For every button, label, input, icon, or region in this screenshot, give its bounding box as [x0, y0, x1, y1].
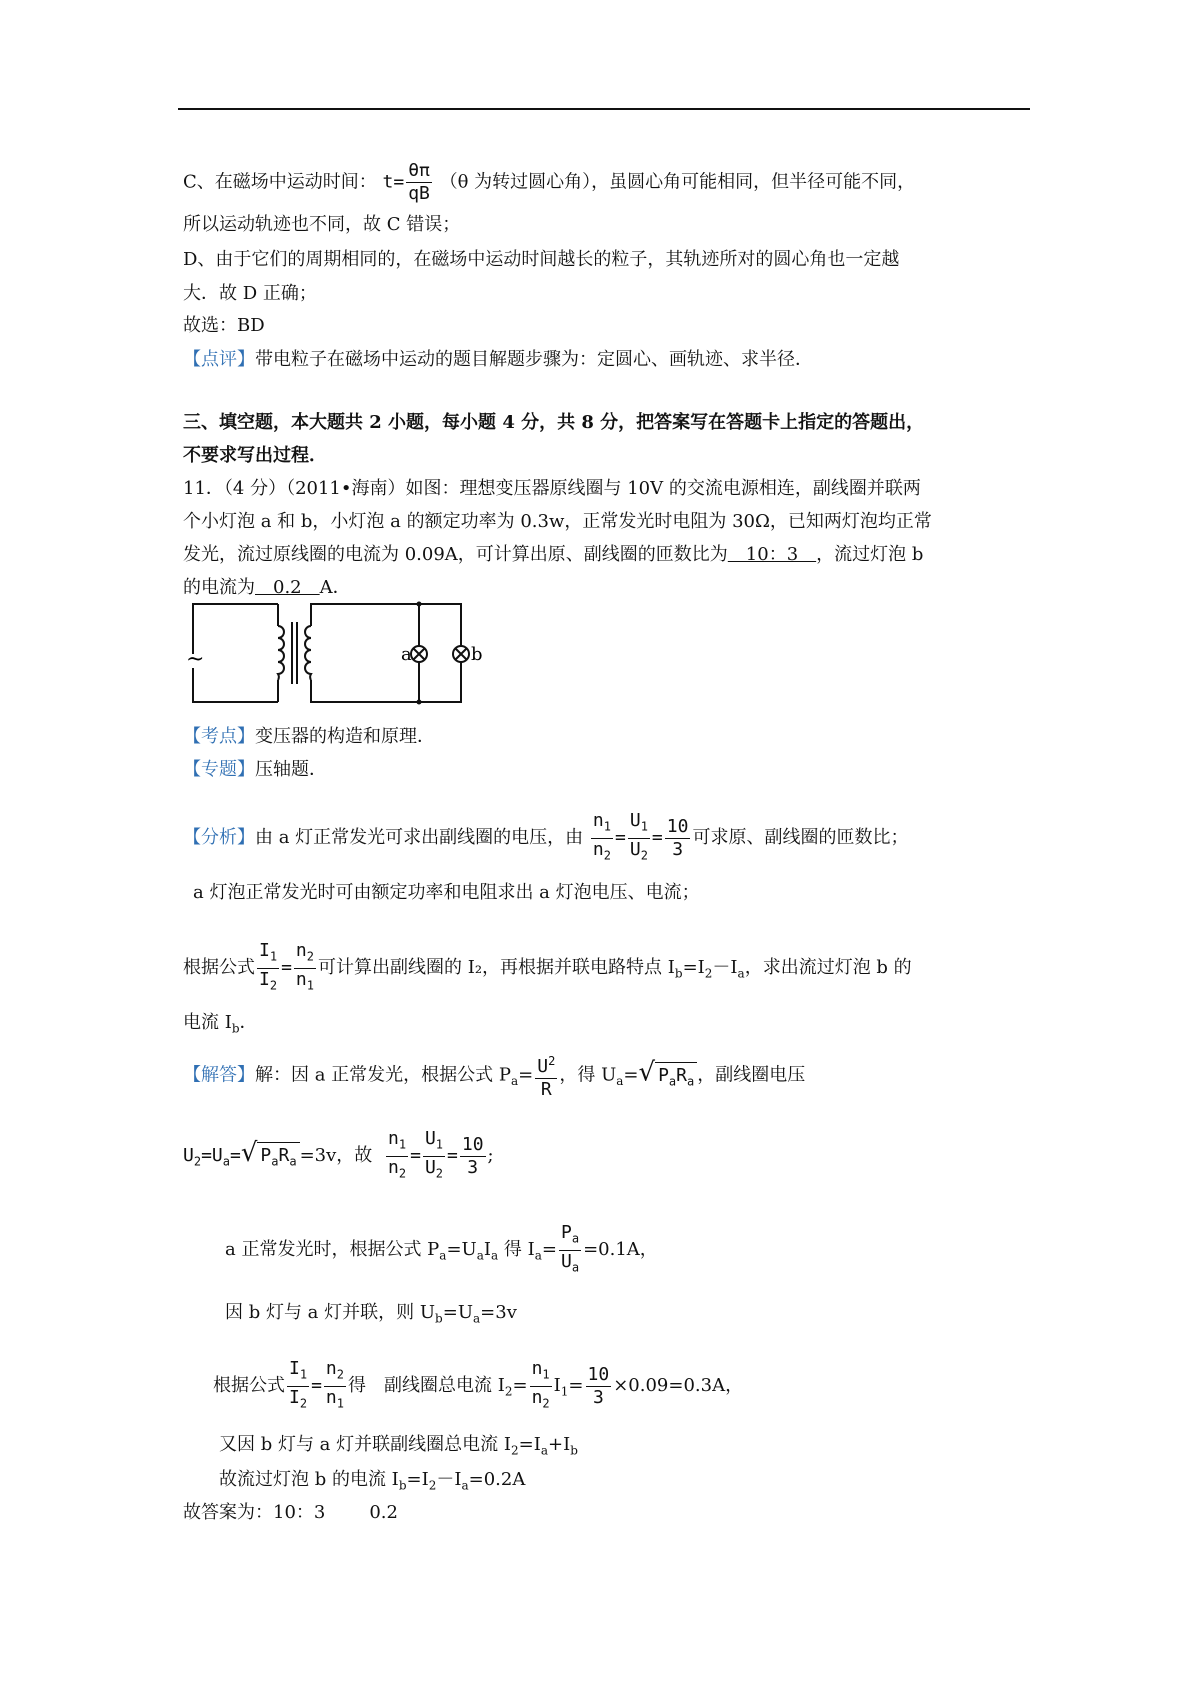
ratio-n-fraction: $\frac{n_1}{n_2}$: [591, 810, 613, 866]
jieda-text-end: ，副线圈电压: [697, 1064, 806, 1086]
lamp-a-label: a: [401, 644, 412, 665]
secondary-wire-bottom: [311, 662, 461, 702]
junction-top: [417, 602, 422, 607]
zhuanti-tag: 【专题】: [183, 759, 255, 780]
kaodian-text: 变压器的构造和原理．: [255, 726, 435, 747]
final-answer-label: 故答案为：: [183, 1502, 273, 1523]
kaodian-tag: 【考点】: [183, 726, 255, 747]
fenxi-line-3-end: ，求出流过灯泡 b 的: [744, 957, 912, 979]
q11-line-3: [183, 542, 923, 568]
review-text: 带电粒子在磁场中运动的题目解题步骤为：定圆心、画轨迹、求半径．: [255, 349, 813, 370]
option-c-conclusion: 所以运动轨迹也不同，故 C 错误；: [183, 214, 461, 235]
answer-blank-current: 0.2: [255, 577, 320, 598]
review-tag: 【点评】: [183, 349, 255, 370]
jieda-text: 解：因 a 正常发光，根据公式 P: [255, 1064, 512, 1086]
jieda-line-7-text: 故流过灯泡 b 的电流 I: [219, 1469, 399, 1490]
fenxi-line-3-mid: 可计算出副线圈的 I₂，再根据并联电路特点 I: [318, 957, 675, 979]
kaodian-line: [183, 724, 435, 750]
turns-ratio-fraction: $\frac{n_2}{n_1}$: [294, 940, 316, 996]
final-answer-ratio: 10：3: [273, 1502, 326, 1523]
answer-blank-ratio: 10：3: [727, 544, 817, 565]
zhuanti-line: [183, 757, 327, 783]
secondary-wire-top: [311, 604, 461, 646]
jieda-line-6-text: 又因 b 灯与 a 灯并联副线圈总电流 I: [219, 1434, 511, 1455]
jieda-line-4: 因 b 灯与 a 灯并联，则 $U_b=U_a=3v$: [225, 1302, 517, 1326]
jieda-line-7: 故流过灯泡 b 的电流 $I_b=I_2-I_a=0.2A$: [219, 1469, 526, 1493]
jieda-text-mid: ，得 U: [559, 1064, 617, 1086]
primary-coil: [278, 626, 284, 680]
answer-select: 故选：BD: [183, 315, 265, 336]
current-a-fraction: $\frac{P_a}{U_a}$: [559, 1222, 581, 1278]
ratio-value-fraction: $\frac{10}{3}$: [666, 815, 689, 860]
q11-line-4-text: 的电流为: [183, 577, 255, 598]
current-ratio-fraction: $\frac{I_1}{I_2}$: [257, 940, 279, 996]
fenxi-line-4-text: 电流 I: [183, 1012, 232, 1033]
option-c-text-end: （θ 为转过圆心角），虽圆心角可能相同，但半径可能不同，: [439, 171, 916, 193]
fenxi-line-4: 电流 $I_b$．: [183, 1012, 258, 1036]
jieda-line-2-text: =3v，故: [299, 1145, 373, 1167]
time-formula-fraction: [406, 160, 432, 205]
section-3-title-line-2: 不要求写出过程．: [183, 445, 327, 466]
q11-line-1: 11．（4 分）（2011•海南）如图：理想变压器原线圈与 10V 的交流电源相连，副线圈并联两: [183, 478, 921, 499]
jieda-line-6: 又因 b 灯与 a 灯并联副线圈总电流 $I_2=I_a+I_b$: [219, 1434, 578, 1458]
primary-wire-bottom: [193, 668, 278, 702]
q11-line-3-end: ，流过灯泡 b: [816, 544, 924, 565]
review-line: [183, 347, 813, 373]
transformer-circuit-diagram: [183, 598, 483, 708]
section-3-title-line-1: 三、填空题，本大题共 2 小题，每小题 4 分，共 8 分，把答案写在答题卡上指定的答题出，: [183, 412, 925, 433]
primary-wire-top: [193, 604, 278, 654]
jieda-line-5-end: ×0.09=0.3A，: [613, 1375, 744, 1397]
fenxi-line-3-text: 根据公式: [183, 957, 255, 979]
option-c-line: [183, 160, 915, 205]
jieda-line-1: 【解答】解：因 a 正常发光，根据公式 $P_a=$ $\frac{U^2}{R}$ ，得 $U_a=√$ $P_aR_a$ ，副线圈电压: [183, 1050, 805, 1101]
jieda-line-3-end: =0.1A，: [583, 1239, 658, 1261]
time-formula-lhs: t=: [382, 171, 405, 193]
q11-line-3-text: 发光，流过原线圈的电流为 0.09A，可计算出原、副线圈的匝数比为: [183, 544, 728, 565]
fenxi-line-1: 【分析】由 a 灯正常发光可求出副线圈的电压，由 $\frac{n_1}{n_2}$ = $\frac{U_1}{U_2}$ = $\frac{10}{3}$ 可求原、副线圈的匝数比；: [183, 810, 908, 866]
header-rule: [178, 108, 1030, 110]
jieda-line-3-text: a 正常发光时，根据公式 P: [225, 1239, 440, 1261]
q11-line-2: 个小灯泡 a 和 b，小灯泡 a 的额定功率为 0.3w，正常发光时电阻为 30Ω，已知两灯泡均正常: [183, 511, 932, 532]
jieda-line-4-text: 因 b 灯与 a 灯并联，则 U: [225, 1302, 436, 1323]
final-answer-current: 0.2: [369, 1502, 398, 1523]
time-formula-numerator: θπ: [408, 160, 430, 181]
option-c-text: C、在磁场中运动时间：: [183, 171, 377, 193]
time-formula-denominator: qB: [408, 183, 430, 204]
jieda-line-2: $U_2=U_a=√$ $P_aR_a =3v$，故 $\frac{n_1}{n_2}$ = $\frac{U_1}{U_2}$ = $\frac{10}{3}$ ;: [183, 1128, 494, 1184]
fenxi-line-2: a 灯泡正常发光时可由额定功率和电阻求出 a 灯泡电压、电流；: [193, 882, 700, 903]
fenxi-line-3: 根据公式 $\frac{I_1}{I_2}$ = $\frac{n_2}{n_1}$ 可计算出副线圈的 I₂，再根据并联电路特点 $I_b=I_2-I_a$，求出流过灯泡 b 的: [183, 940, 912, 996]
jieda-tag: 【解答】: [183, 1064, 255, 1086]
q11-line-4-end: A．: [319, 577, 351, 598]
jieda-line-5: 根据公式 $\frac{I_1}{I_2}$ = $\frac{n_2}{n_1}$ 得 副线圈总电流 $I_2=$ $\frac{n_1}{n_2}$ $I_1=$ $\frac{10}{3}$ ×0.09=0.3A，: [213, 1358, 743, 1414]
lamp-b-label: b: [471, 644, 483, 665]
jieda-line-3: a 正常发光时，根据公式 $P_a=U_aI_a$ 得 $I_a=$ $\frac{P_a}{U_a}$ =0.1A，: [225, 1222, 658, 1278]
jieda-line-5-text: 根据公式: [213, 1375, 285, 1397]
jieda-line-3-mid: 得 I: [503, 1239, 535, 1261]
fenxi-tag: 【分析】: [183, 827, 255, 849]
fenxi-text-end: 可求原、副线圈的匝数比；: [692, 827, 909, 849]
secondary-coil: [305, 626, 311, 680]
junction-bottom: [417, 700, 422, 705]
power-formula-fraction: $\frac{U^2}{R}$: [537, 1054, 556, 1100]
option-d-line-2: 大．故 D 正确；: [183, 283, 317, 304]
fenxi-text: 由 a 灯正常发光可求出副线圈的电压，由: [255, 827, 584, 849]
zhuanti-text: 压轴题．: [255, 759, 327, 780]
ac-source-icon: ~: [186, 647, 205, 672]
ratio-u-fraction: $\frac{U_1}{U_2}$: [628, 810, 650, 866]
jieda-line-5-mid: 得 副线圈总电流 I: [348, 1375, 505, 1397]
option-d-line-1: D、由于它们的周期相同的，在磁场中运动时间越长的粒子，其轨迹所对的圆心角也一定越: [183, 249, 900, 270]
final-answer-line: [183, 1500, 398, 1526]
